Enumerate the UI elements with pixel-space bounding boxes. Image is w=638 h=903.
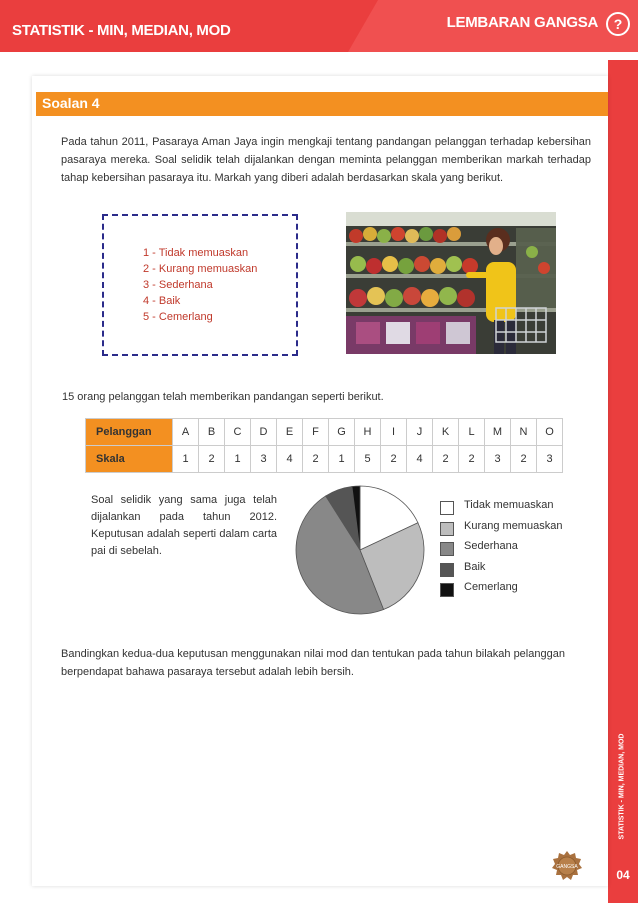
table-cell: 3: [251, 446, 277, 473]
table-row-header: Pelanggan: [86, 419, 173, 446]
side-label: [612, 735, 632, 845]
section-title: Soalan 4: [42, 95, 100, 111]
table-cell: 5: [355, 446, 381, 473]
table-cell: 3: [485, 446, 511, 473]
legend-swatch: [440, 542, 454, 556]
table-cell: K: [433, 419, 459, 446]
side-label-text: STATISTIK - MIN, MEDIAN, MOD: [618, 733, 626, 840]
table-cell: 4: [407, 446, 433, 473]
table-row: [86, 419, 563, 446]
table-cell: J: [407, 419, 433, 446]
legend-swatch: [440, 522, 454, 536]
scale-item: 4 - Baik: [143, 295, 181, 307]
scale-item: 1 - Tidak memuaskan: [143, 247, 249, 259]
table-cell: 2: [459, 446, 485, 473]
pie-chart: [294, 484, 426, 616]
table-cell: 2: [303, 446, 329, 473]
content-frame: [32, 76, 608, 886]
legend-label: Sederhana: [464, 540, 518, 552]
scale-list: [143, 245, 257, 325]
table-cell: O: [537, 419, 563, 446]
table-cell: 3: [537, 446, 563, 473]
supermarket-shopper-photo-icon: [346, 212, 556, 354]
scale-item: 5 - Cemerlang: [143, 311, 213, 323]
table-cell: E: [277, 419, 303, 446]
legend-label: Kurang memuaskan: [464, 519, 563, 532]
table-cell: 1: [225, 446, 251, 473]
table-row-header: Skala: [86, 446, 173, 473]
supermarket-photo: [346, 212, 556, 354]
gangsa-badge-icon: [552, 851, 582, 881]
intro-paragraph: Pada tahun 2011, Pasaraya Aman Jaya ingin mengkaji tentang pandangan pelanggan terhadap kebersihan pasaraya mereka. Soal selidik telah dijalankan dengan meminta pelanggan memberikan markah terhadap tahap kebersihan pasaraya itu. Markah yang diberi adalah berdasarkan skala yang berikut.: [61, 136, 591, 184]
legend-swatch: [440, 563, 454, 577]
table-cell: G: [329, 419, 355, 446]
table-cell: I: [381, 419, 407, 446]
table-cell: 2: [433, 446, 459, 473]
help-icon[interactable]: ?: [606, 12, 630, 36]
table-cell: 2: [381, 446, 407, 473]
table-cell: 2: [511, 446, 537, 473]
legend-label: Baik: [464, 560, 486, 573]
table-cell: L: [459, 419, 485, 446]
survey-table: [85, 418, 563, 473]
badge-label: GANGSA: [556, 864, 578, 870]
page-number: 04: [616, 868, 630, 882]
table-cell: 2: [199, 446, 225, 473]
table-cell: C: [225, 419, 251, 446]
table-row: [86, 446, 563, 473]
table-cell: F: [303, 419, 329, 446]
table-cell: B: [199, 419, 225, 446]
table-cell: D: [251, 419, 277, 446]
table-cell: 4: [277, 446, 303, 473]
scale-item: 3 - Sederhana: [143, 279, 213, 291]
table-cell: M: [485, 419, 511, 446]
worksheet-title: LEMBARAN GANGSA: [446, 14, 598, 31]
table-cell: N: [511, 419, 537, 446]
section-header: [36, 92, 608, 116]
table-cell: 1: [173, 446, 199, 473]
legend-label: Cemerlang: [464, 581, 518, 593]
scale-item: 2 - Kurang memuaskan: [143, 263, 258, 275]
legend-swatch: [440, 583, 454, 597]
question-text: Bandingkan kedua-dua keputusan menggunakan nilai mod dan tentukan pada tahun bilakah pelanggan berpendapat bahawa pasaraya tersebut adalah lebih bersih.: [61, 648, 565, 678]
table-cell: H: [355, 419, 381, 446]
survey-2012-text: Soal selidik yang sama juga telah dijalankan pada tahun 2012. Keputusan adalah seperti dalam carta pai di sebelah.: [91, 494, 277, 557]
table-cell: 1: [329, 446, 355, 473]
page-title: STATISTIK - MIN, MEDIAN, MOD: [12, 22, 231, 39]
table-cell: A: [173, 419, 199, 446]
legend-swatch: [440, 501, 454, 515]
legend-label: Tidak memuaskan: [464, 499, 554, 511]
table-intro: 15 orang pelanggan telah memberikan pandangan seperti berikut.: [62, 391, 384, 403]
